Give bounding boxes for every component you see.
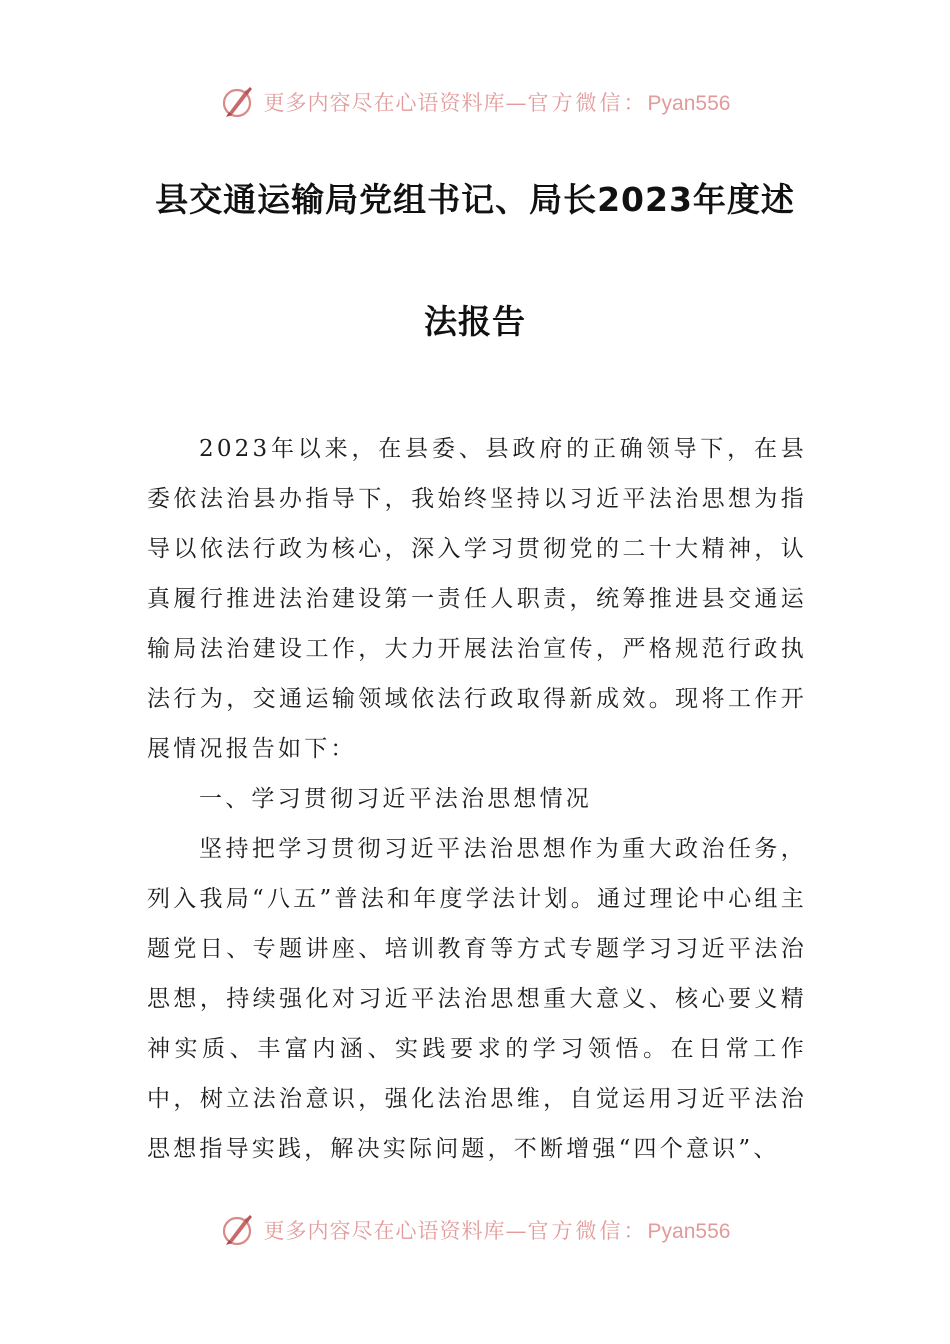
paragraph-section-1: 坚持把学习贯彻习近平法治思想作为重大政治任务，列入我局“八五”普法和年度学法计划。通过理论中心组主题党日、专题讲座、培训教育等方式专题学习习近平法治思想，持续强化对习近平法治思想重大意义、核心要义精神实质、丰富内涵、实践要求的学习领悟。在日常工作中，树立法治意识，强化法治思维，自觉运用习近平法治思想指导实践，解决实际问题，不断增强“四个意识”、 — [147, 836, 807, 1162]
quill-pen-circle-icon — [220, 1212, 256, 1248]
document-title-line-2: 法报告 — [424, 302, 526, 341]
watermark-footer — [0, 1208, 950, 1252]
watermark-header — [0, 80, 950, 124]
quill-pen-circle-icon — [220, 84, 256, 120]
document-title-line-1: 县交通运输局党组书记、局长2023年度述 — [155, 180, 795, 219]
section-heading-1: 一、学习贯彻习近平法治思想情况 — [199, 786, 592, 812]
watermark-text: 更多内容尽在心语资料库—官方微信：Pyan556 — [263, 91, 731, 115]
watermark-text: 更多内容尽在心语资料库—官方微信：Pyan556 — [263, 1219, 731, 1243]
document-body — [147, 424, 807, 1174]
paragraph-intro: 2023年以来，在县委、县政府的正确领导下，在县委依法治县办指导下，我始终坚持以习近平法治思想为指导以依法行政为核心，深入学习贯彻党的二十大精神，认真履行推进法治建设第一责任人职责，统筹推进县交通运输局法治建设工作，大力开展法治宣传，严格规范行政执法行为，交通运输领域依法行政取得新成效。现将工作开展情况报告如下： — [147, 436, 807, 762]
